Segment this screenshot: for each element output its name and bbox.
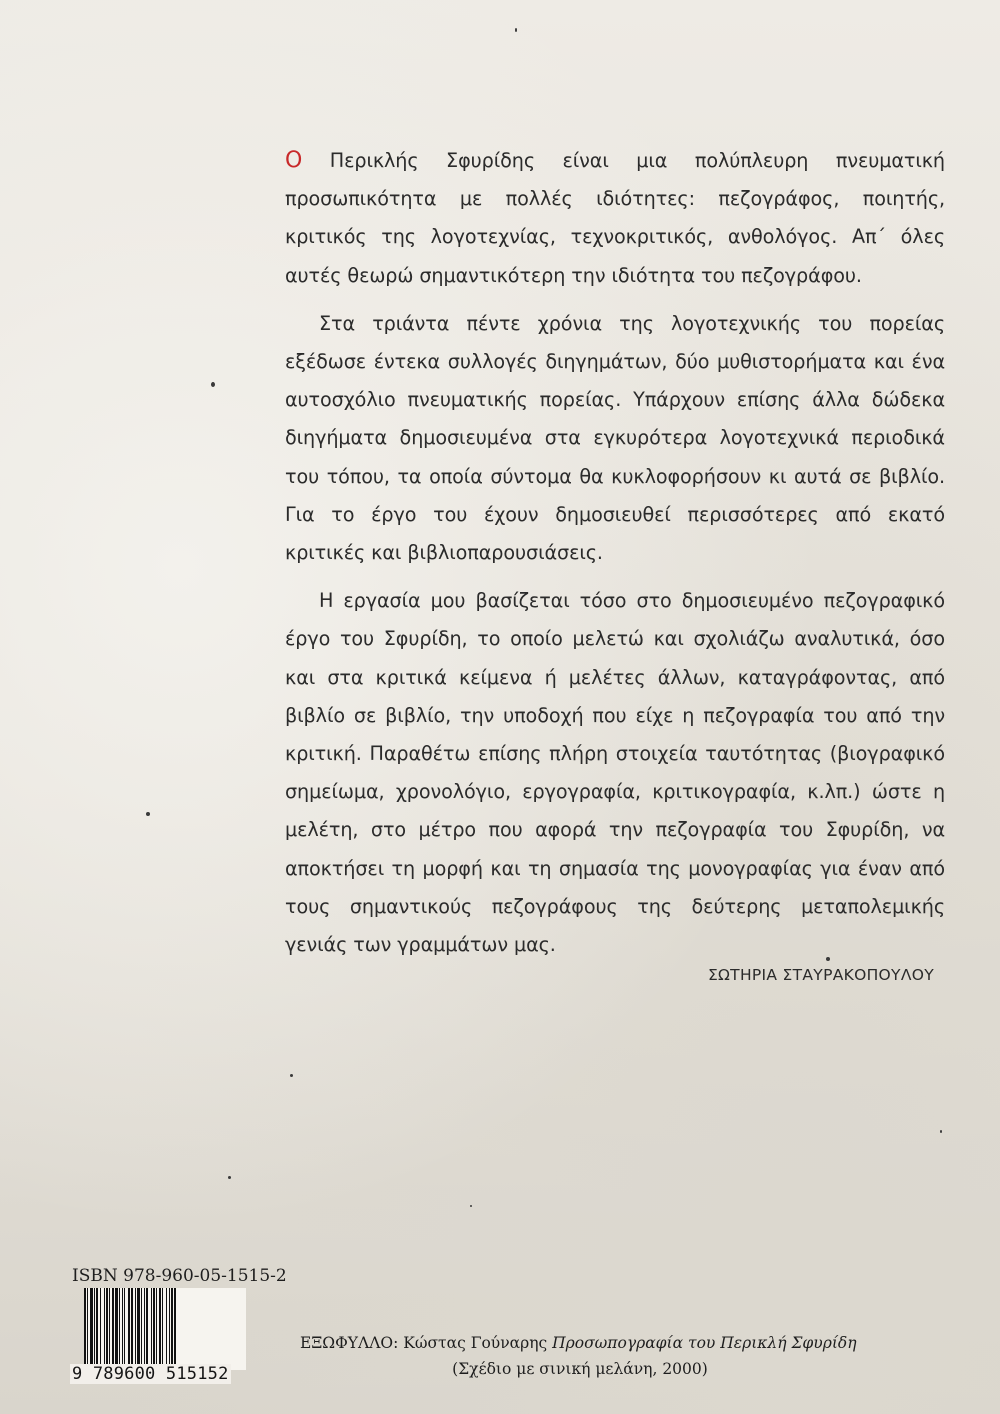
paper-speck — [146, 812, 150, 816]
paragraph-2: Στα τριάντα πέντε χρόνια της λογοτεχνικής του πορείας εξέδωσε έντεκα συλλογές διηγημάτων, δύο μυθιστορήματα και ένα αυτοσχόλιο πνευματικής πορείας. Υπάρχουν επίσης άλλα δώδεκα διηγήματα δημοσιευμένα στα εγκυρότερα λογοτεχνικά περιοδικά του τόπου, τα οποία σύντομα θα κυκλοφορήσουν κι αυτά σε βιβλίο. Για το έργο του έχουν δημοσιευθεί περισσότερες από εκατό κριτικές και βιβλιοπαρουσιάσεις. — [285, 311, 945, 565]
paper-speck — [515, 28, 517, 32]
cover-credit — [300, 1330, 860, 1382]
barcode-digits: 9 789600 515152 — [72, 1364, 229, 1384]
cover-artwork-title: Προσωπογραφία του Περικλή Σφυρίδη — [552, 1334, 857, 1352]
paragraph-3: Η εργασία μου βασίζεται τόσο στο δημοσιευμένο πεζογραφικό έργο του Σφυρίδη, το οποίο μελετώ και σχολιάζω αναλυτικά, όσο και στα κριτικά κείμενα ή μελέτες άλλων, καταγράφοντας, από βιβλίο σε βιβλίο, την υποδοχή που είχε η πεζογραφία του από την κριτική. Παραθέτω επίσης πλήρη στοιχεία ταυτότητας (βιογραφικό σημείωμα, χρονολόγιο, εργογραφία, κριτικογραφία, κ.λπ.) ώστε η μελέτη, στο μέτρο που αφορά την πεζογραφία του Σφυρίδη, να αποκτήσει τη μορφή και τη σημασία της μονογραφίας για έναν από τους σημαντικούς πεζογράφους της δεύτερης μεταπολεμικής γενιάς των γραμμάτων μας. — [285, 589, 945, 957]
isbn-label: ISBN 978-960-05-1515-2 — [72, 1266, 287, 1286]
drop-cap: Ο — [285, 148, 303, 173]
paper-speck — [228, 1176, 231, 1179]
cover-credit-prefix: ΕΞΩΦΥΛΛΟ: Κώστας Γούναρης — [300, 1334, 553, 1352]
barcode-stripe — [176, 1288, 177, 1370]
cover-credit-line — [300, 1330, 860, 1356]
blurb-text — [285, 142, 945, 974]
isbn-barcode — [84, 1288, 246, 1370]
author-signature: ΣΩΤΗΡΙΑ ΣΤΑΥΡΑΚΟΠΟΥΛΟΥ — [707, 966, 934, 984]
paper-speck — [211, 382, 215, 387]
paper-speck — [940, 1130, 942, 1133]
paragraph-1 — [285, 142, 945, 295]
cover-artwork-medium: (Σχέδιο με σινική μελάνη, 2000) — [452, 1360, 708, 1378]
paper-speck — [290, 1074, 293, 1077]
paragraph-1-text: Περικλής Σφυρίδης είναι μια πολύπλευρη πνευματική προσωπικότητα με πολλές ιδιότητες: πεζογράφος, ποιητής, κριτικός της λογοτεχνίας, τεχνοκριτικός, ανθολόγος. Απ΄ όλες αυτές θεωρώ σημαντικότερη την ιδιότητα του πεζογράφου. — [285, 149, 945, 287]
paper-speck — [470, 1205, 472, 1207]
